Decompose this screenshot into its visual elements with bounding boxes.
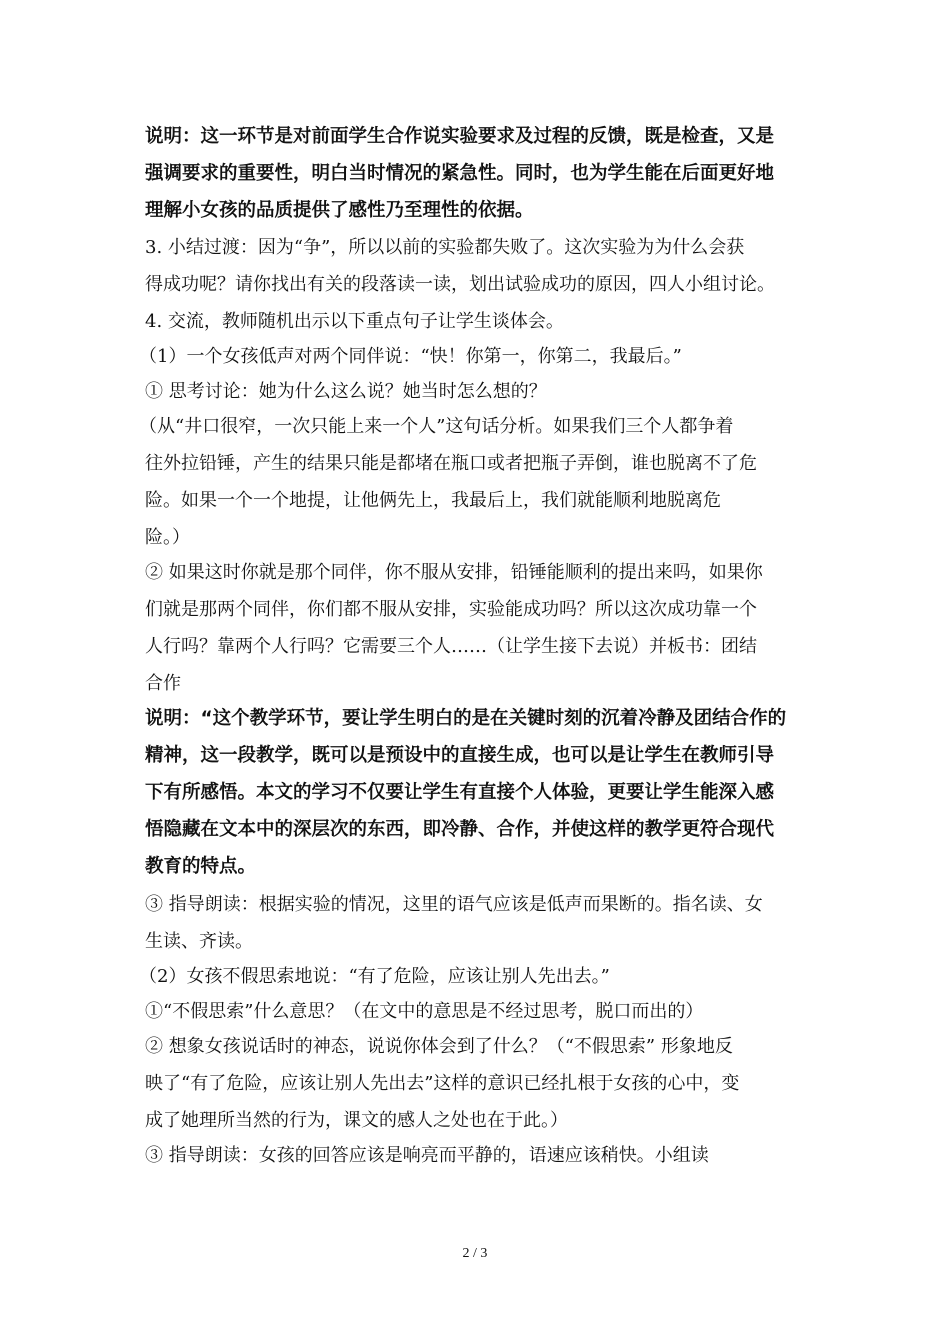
text-line: 强调要求的重要性，明白当时情况的紧急性。同时，也为学生能在后面更好地	[145, 163, 775, 184]
text-line: 4. 交流，教师随机出示以下重点句子让学生谈体会。	[145, 311, 564, 332]
text-line: ①“不假思索”什么意思？（在文中的意思是不经过思考，脱口而出的）	[145, 1001, 704, 1022]
text-line: ② 想象女孩说话时的神态，说说你体会到了什么？（“不假思索” 形象地反	[145, 1036, 733, 1057]
text-line: 映了“有了危险，应该让别人先出去”这样的意识已经扎根于女孩的心中，变	[145, 1073, 740, 1094]
text-line: 合作	[145, 673, 181, 694]
text-line: ① 思考讨论：她为什么这么说？她当时怎么想的？	[145, 381, 547, 402]
text-line: 们就是那两个同伴，你们都不服从安排，实验能成功吗？所以这次成功靠一个	[145, 599, 757, 620]
page-number: 2 / 3	[462, 1246, 488, 1261]
text-line: 险。如果一个一个地提，让他俩先上，我最后上，我们就能顺利地脱离危	[145, 490, 721, 511]
text-line: 往外拉铅锤，产生的结果只能是都堵在瓶口或者把瓶子弄倒，谁也脱离不了危	[145, 453, 757, 474]
text-line: （从“井口很窄，一次只能上来一个人”这句话分析。如果我们三个人都争着	[139, 416, 734, 437]
text-line: ③ 指导朗读：女孩的回答应该是响亮而平静的，语速应该稍快。小组读	[145, 1145, 709, 1166]
text-line: 精神，这一段教学，既可以是预设中的直接生成，也可以是让学生在教师引导	[145, 745, 775, 766]
text-line: 教育的特点。	[145, 856, 257, 877]
text-line: 3. 小结过渡：因为“争”，所以以前的实验都失败了。这次实验为为什么会获	[145, 237, 745, 258]
text-line: （1）一个女孩低声对两个同伴说：“快！你第一，你第二，我最后。”	[139, 346, 682, 367]
text-line: 生读、齐读。	[145, 931, 253, 952]
text-line: 说明：这一环节是对前面学生合作说实验要求及过程的反馈，既是检查，又是	[145, 126, 775, 147]
text-line: 成了她理所当然的行为，课文的感人之处也在于此。）	[145, 1110, 568, 1131]
text-line: 险。）	[145, 527, 190, 548]
text-line: 下有所感悟。本文的学习不仅要让学生有直接个人体验，更要让学生能深入感	[145, 782, 775, 803]
text-line: 理解小女孩的品质提供了感性乃至理性的依据。	[145, 200, 534, 221]
text-line: 说明：“这个教学环节，要让学生明白的是在关键时刻的沉着冷静及团结合作的	[145, 708, 787, 729]
text-line: ③ 指导朗读：根据实验的情况，这里的语气应该是低声而果断的。指名读、女	[145, 894, 763, 915]
text-line: 人行吗？靠两个人行吗？它需要三个人……（让学生接下去说）并板书：团结	[145, 636, 757, 657]
text-line: 悟隐藏在文本中的深层次的东西，即冷静、合作，并使这样的教学更符合现代	[145, 819, 775, 840]
text-line: （2）女孩不假思索地说：“有了危险，应该让别人先出去。”	[139, 966, 610, 987]
text-line: 得成功呢？请你找出有关的段落读一读，划出试验成功的原因，四人小组讨论。	[145, 274, 775, 295]
text-line: ② 如果这时你就是那个同伴，你不服从安排，铅锤能顺利的提出来吗，如果你	[145, 562, 763, 583]
